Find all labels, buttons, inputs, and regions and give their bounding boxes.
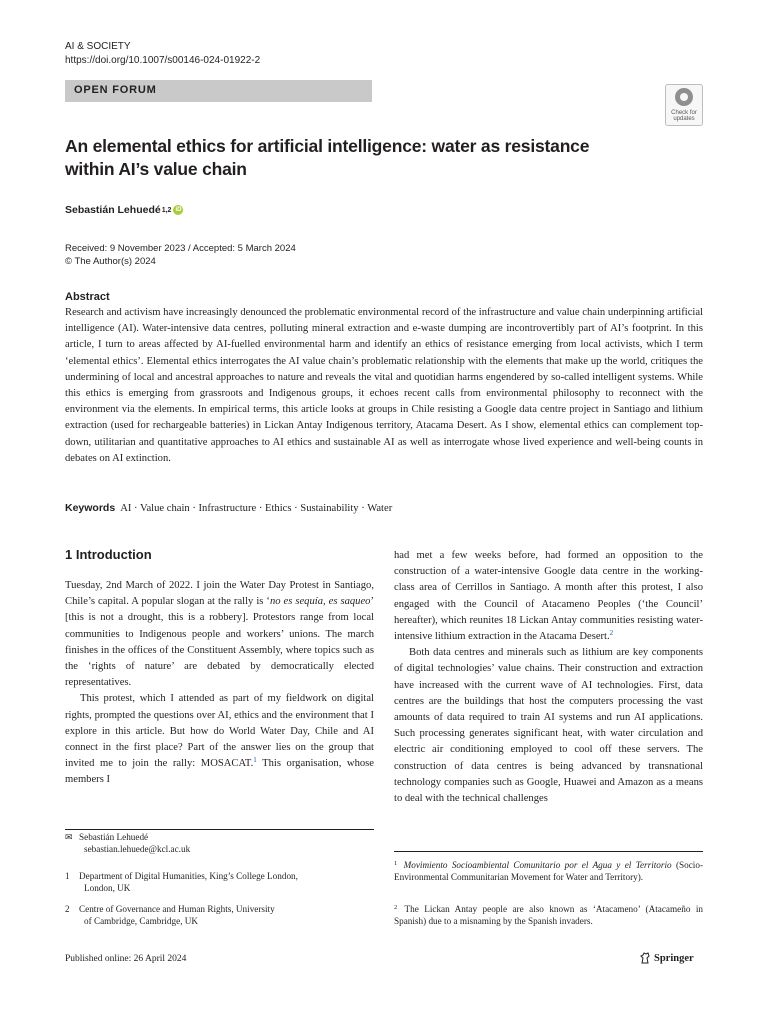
publisher-logo[interactable] — [640, 952, 694, 964]
abstract-text: Research and activism have increasingly denounced the problematic environmental record of the infrastructure and value chain underpinning artificial intelligence (AI). Water-intensive data centres, polluting mineral extraction and e-waste dumping are incontrovertibly part of AI’s footprint. In this article, I turn to areas affected by AI-fuelled environmental harm and identify an ethics of resistance emerging from local activists, which I term ‘elemental ethics’. Elemental ethics interrogates the AI value chain’s problematic relationship with the elements that make up the world, critiques the undermining of local and ancestral approaches to nature and reveals the vital and quotidian harms engendered by so-called intelligent systems. While this ethics is emerging from grassroots and Indigenous groups, it echoes recent calls from environmental philosophy to reconnect with the environment via the elements. In empirical terms, this article looks at groups in Chile resisting a Google data centre project in Santiago and lithium extraction (used for rechargeable batteries) in Lickan Antay Indigenous territory, Atacama Desert. As I show, elemental ethics can complement top-down, utilitarian and quantitative approaches to AI ethics and sustainable AI as well as interrogate whose lived experience and well-being counts in debates on AI extinction. — [65, 307, 703, 464]
title-line-1: An elemental ethics for artificial intelligence: water as resistance — [65, 136, 590, 156]
check-updates-icon — [675, 88, 693, 106]
check-updates-line2: updates — [673, 116, 695, 122]
footnote-number: 1 — [394, 860, 398, 867]
paragraph: Tuesday, 2nd March of 2022. I join the Water Day Protest in Santiago, Chile’s capital. A popular slogan at the rally is ‘no es sequía, es saqueo’ [this is not a drought, this is a robbery]. Protestors range from local communities to Indigenous people and workers’ unions. The march finishes in the offices of the Constituent Assembly, where topics such as the ‘rights of nature’ are debated by democratically elected representatives. — [65, 580, 374, 689]
keywords — [65, 501, 705, 516]
footnote-ref-2[interactable]: 2 — [609, 629, 614, 638]
left-column-body — [65, 578, 374, 789]
published-date: Published online: 26 April 2024 — [65, 954, 187, 964]
article-title — [65, 135, 705, 181]
affiliation-line: Department of Digital Humanities, King’s College London, — [79, 871, 298, 881]
affiliation-line: London, UK — [84, 883, 131, 893]
abstract-heading: Abstract — [65, 291, 110, 303]
section-banner-label: OPEN FORUM — [74, 84, 157, 96]
right-column-body — [394, 548, 703, 807]
paragraph: had met a few weeks before, had formed an opposition to the construction of a water-intensive Google data centre in the working-class area of Cerrillos in Santiago. A month after this protest, I also engaged with the Council of Atacameno Peoples (‘the Council’ hereafter), which reunites 18 Lickan Antay communities resisting water-intensive lithium extraction in the Atacama Desert.$^2$ — [394, 550, 703, 643]
author-name: Sebastián Lehuedé — [65, 204, 161, 216]
contact-email[interactable]: sebastian.lehuede@kcl.ac.uk — [84, 844, 191, 854]
orcid-icon[interactable]: iD — [175, 207, 182, 213]
footnote-1: $^1$ Movimiento Socioambiental Comunitario por el Agua y el Territorio (Socio-Environmental Communitarian Movement for Water and Territory). — [394, 860, 704, 882]
title-line-2: within AI’s value chain — [65, 159, 247, 179]
affiliation-1 — [65, 870, 298, 894]
keywords-label: Keywords — [65, 502, 116, 514]
copyright: © The Author(s) 2024 — [65, 256, 156, 267]
author-affiliation-marks: 1,2 — [161, 206, 172, 214]
footnote-italic: Movimiento Socioambiental Comunitario por el Agua y el Territorio — [403, 860, 672, 870]
contact-name: Sebastián Lehuedé — [79, 832, 149, 842]
corresponding-author — [65, 831, 190, 855]
doi-link[interactable]: https://doi.org/10.1007/s00146-024-01922-2 — [65, 55, 261, 66]
article-dates — [65, 242, 296, 268]
author-line — [65, 204, 183, 216]
publisher-name: Springer — [654, 952, 694, 964]
check-updates-line1: Check for — [671, 110, 697, 116]
springer-horse-icon — [640, 952, 651, 964]
section-heading-introduction: 1 Introduction — [65, 547, 152, 562]
section-banner — [65, 80, 372, 102]
affiliation-line: Centre of Governance and Human Rights, University — [79, 904, 275, 914]
paragraph: This protest, which I attended as part of my fieldwork on digital rights, prompted the questions over AI, ethics and the environment that I explore in this article. But how do World Water Day, Chile and AI connect in the first place? Part of the answer lies on the group that invited me to join the rally: MOSACAT.$^1$ This organisation, whose members I — [65, 693, 374, 786]
affiliation-number: 2 — [65, 904, 70, 914]
footnote-divider-right — [394, 851, 703, 852]
footnote-2: $^2$ The Lickan Antay people are also known as ‘Atacameno’ (Atacameño in Spanish) due to a misnaming by the Spanish invaders. — [394, 904, 703, 926]
affiliation-line: of Cambridge, Cambridge, UK — [84, 916, 199, 926]
check-for-updates-badge[interactable] — [665, 84, 703, 126]
received-accepted: Received: 9 November 2023 / Accepted: 5 March 2024 — [65, 243, 296, 254]
journal-name: AI & SOCIETY — [65, 41, 131, 52]
footnote-divider-left — [65, 829, 374, 830]
affiliation-2 — [65, 903, 275, 927]
affiliation-number: 1 — [65, 871, 70, 881]
footnote-number: 2 — [394, 904, 398, 911]
footnote-ref-1[interactable]: 1 — [253, 756, 257, 765]
paragraph: Both data centres and minerals such as lithium are key components of digital technologies’ value chains. Their construction and extraction have increased with the current wave of AI technologies. First, data centres are the buildings that host the computers processing the vast amounts of data required to train AI systems and run AI applications. Such processing generates significant heat, with water circulation and electric air conditioning employed to cool off these servers. The construction of data centres is being advanced by transnational technology companies such as Google, Huawei and Amazon as a means to deal with the technical challenges — [394, 647, 703, 805]
journal-header — [65, 40, 260, 68]
keywords-list: AI · Value chain · Infrastructure · Ethics · Sustainability · Water — [120, 503, 393, 514]
envelope-icon: ✉ — [65, 832, 73, 842]
